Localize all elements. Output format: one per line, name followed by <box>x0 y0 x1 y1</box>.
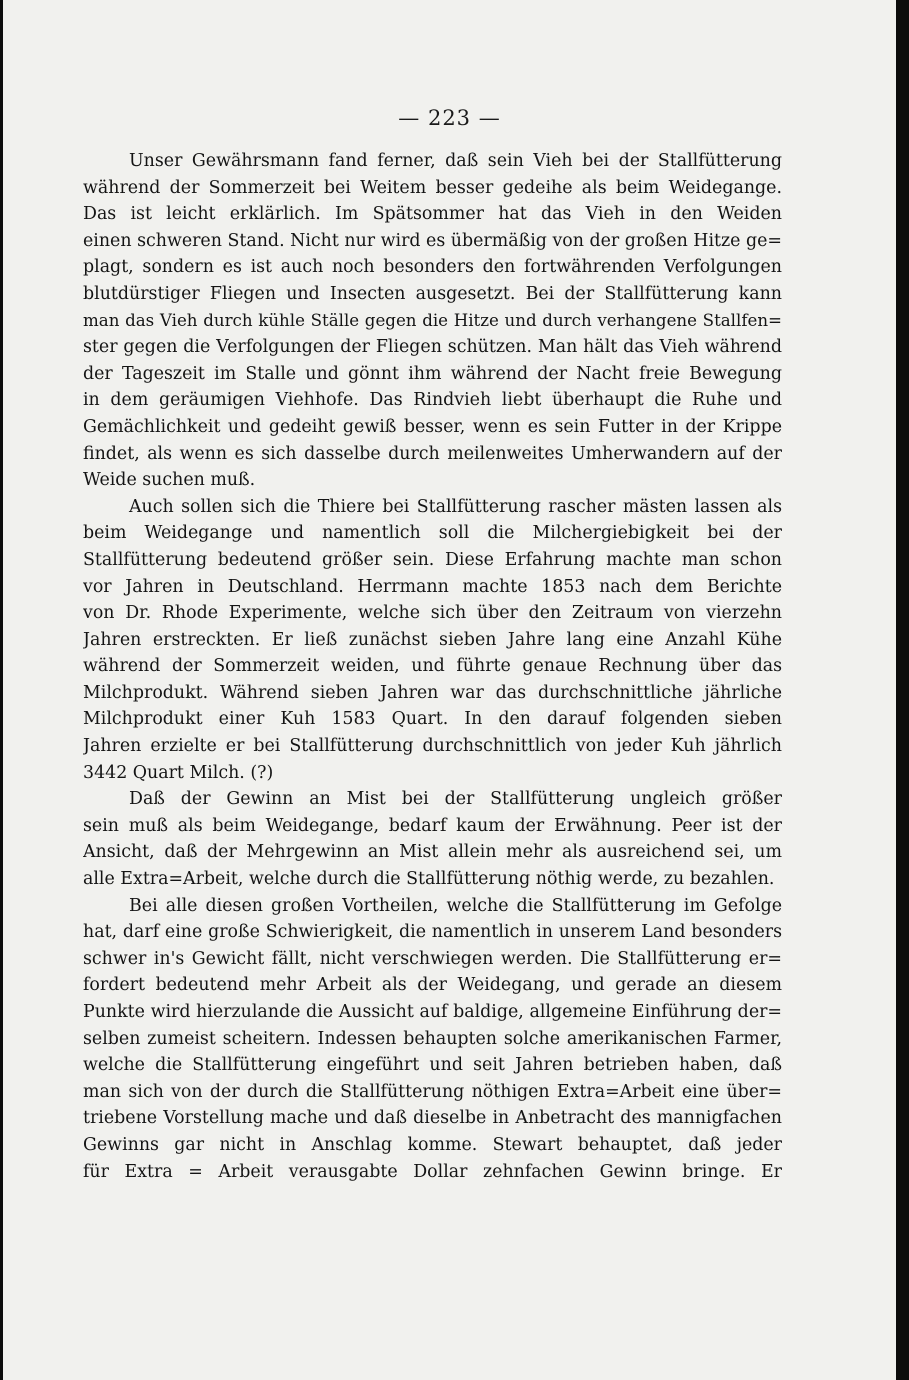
text-line: Ansicht, daß der Mehrgewinn an Mist allein mehr als ausreichend sei, um <box>83 842 782 863</box>
text-line: man das Vieh durch kühle Ställe gegen die Hitze und durch verhangene Stallfen= <box>83 310 782 330</box>
book-page <box>3 0 896 1380</box>
text-line: einen schweren Stand. Nicht nur wird es übermäßig von der großen Hitze ge= <box>83 230 782 251</box>
text-line: Unser Gewährsmann fand ferner, daß sein Vieh bei der Stallfütterung <box>129 151 782 171</box>
text-line: Gewinns gar nicht in Anschlag komme. Stewart behauptet, daß jeder <box>83 1134 782 1155</box>
text-line: blutdürstiger Fliegen und Insecten ausgesetzt. Bei der Stallfütterung kann <box>83 283 782 304</box>
body-text <box>83 148 782 1185</box>
text-line: vor Jahren in Deutschland. Herrmann machte 1853 nach dem Berichte <box>83 576 782 597</box>
text-line: 3442 Quart Milch. (?) <box>83 762 274 783</box>
paragraph-3 <box>83 786 782 892</box>
text-line: Auch sollen sich die Thiere bei Stallfütterung rascher mästen lassen als <box>129 496 782 517</box>
text-line: Jahren erstreckten. Er ließ zunächst sieben Jahre lang eine Anzahl Kühe <box>83 629 782 650</box>
text-line: während der Sommerzeit weiden, und führte genaue Rechnung über das <box>83 656 782 677</box>
text-line: Milchprodukt. Während sieben Jahren war das durchschnittliche jährliche <box>83 682 782 703</box>
text-line: während der Sommerzeit bei Weitem besser gedeihe als beim Weidegange. <box>83 177 782 198</box>
text-line: plagt, sondern es ist auch noch besonders den fortwährenden Verfolgungen <box>83 257 782 278</box>
page-number: — 223 — <box>398 106 501 130</box>
text-line: beim Weidegange und namentlich soll die Milchergiebigkeit bei der <box>83 523 782 544</box>
text-line: Jahren erzielte er bei Stallfütterung durchschnittlich von jeder Kuh jährlich <box>83 736 782 757</box>
text-line: in dem geräumigen Viehhofe. Das Rindvieh liebt überhaupt die Ruhe und <box>83 390 782 411</box>
text-line: man sich von der durch die Stallfütterung nöthigen Extra=Arbeit eine über= <box>83 1081 782 1102</box>
text-line: alle Extra=Arbeit, welche durch die Stallfütterung nöthig werde, zu bezahlen. <box>83 869 775 890</box>
text-line: ster gegen die Verfolgungen der Fliegen schützen. Man hält das Vieh während <box>83 337 782 358</box>
text-line: Bei alle diesen großen Vortheilen, welche die Stallfütterung im Gefolge <box>129 895 782 916</box>
paragraph-4 <box>83 893 782 1186</box>
text-line: selben zumeist scheitern. Indessen behaupten solche amerikanischen Farmer, <box>83 1028 782 1049</box>
text-line: triebene Vorstellung mache und daß dieselbe in Anbetracht des mannigfachen <box>83 1108 782 1129</box>
text-line: hat, darf eine große Schwierigkeit, die namentlich in unserem Land besonders <box>83 922 782 943</box>
text-line: der Tageszeit im Stalle und gönnt ihm während der Nacht freie Bewegung <box>83 363 782 384</box>
text-line: von Dr. Rhode Experimente, welche sich über den Zeitraum von vierzehn <box>83 603 782 624</box>
text-line: Gemächlichkeit und gedeiht gewiß besser, wenn es sein Futter in der Krippe <box>83 416 782 437</box>
text-line: Stallfütterung bedeutend größer sein. Diese Erfahrung machte man schon <box>83 549 782 570</box>
text-line: findet, als wenn es sich dasselbe durch meilenweites Umherwandern auf der <box>83 443 782 464</box>
text-line: schwer in's Gewicht fällt, nicht verschwiegen werden. Die Stallfütterung er= <box>83 948 782 969</box>
text-line: für Extra = Arbeit verausgabte Dollar zehnfachen Gewinn bringe. Er <box>83 1161 782 1182</box>
text-line: fordert bedeutend mehr Arbeit als der Weidegang, und gerade an diesem <box>83 975 782 996</box>
paragraph-1 <box>83 148 782 494</box>
text-line: Milchprodukt einer Kuh 1583 Quart. In den darauf folgenden sieben <box>83 709 782 730</box>
text-line: sein muß als beim Weidegange, bedarf kaum der Erwähnung. Peer ist der <box>83 815 782 836</box>
paragraph-2 <box>83 494 782 787</box>
text-line: Das ist leicht erklärlich. Im Spätsommer hat das Vieh in den Weiden <box>83 204 782 225</box>
text-line: Weide suchen muß. <box>83 470 256 491</box>
text-line: Daß der Gewinn an Mist bei der Stallfütterung ungleich größer <box>129 789 782 810</box>
text-line: Punkte wird hierzulande die Aussicht auf baldige, allgemeine Einführung der= <box>83 1002 782 1022</box>
text-line: welche die Stallfütterung eingeführt und seit Jahren betrieben haben, daß <box>83 1055 782 1076</box>
